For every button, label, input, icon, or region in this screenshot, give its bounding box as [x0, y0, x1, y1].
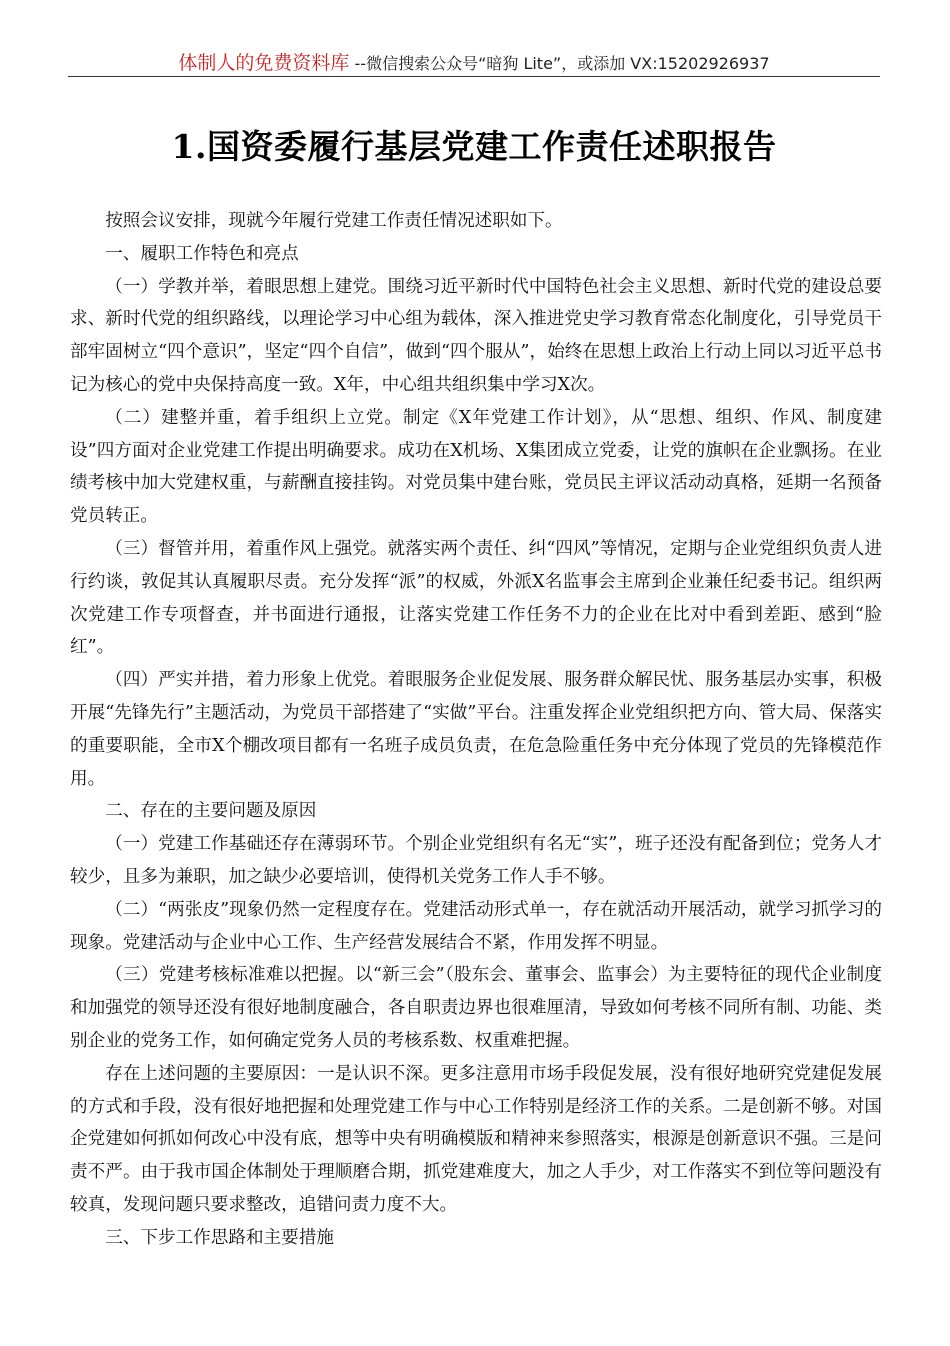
header-divider: [68, 76, 880, 77]
intro-paragraph: 按照会议安排，现就今年履行党建工作责任情况述职如下。: [105, 211, 563, 231]
watermark-header: [68, 50, 880, 76]
section-heading-2: 二、存在的主要问题及原因: [105, 801, 317, 822]
body-paragraph: 存在上述问题的主要原因：一是认识不深。更多注意用市场手段促发展，没有很好地研究党建促发展的方式和手段，没有很好地把握和处理党建工作与中心工作特别是经济工作的关系。二是创新不够。对国企党建如何抓如何改心中没有底，想等中央有明确模版和精神来参照落实，根源是创新意识不强。三是问责不严。由于我市国企体制处于理顺磨合期，抓党建难度大，加之人手少，对工作落实不到位等问题没有较真，发现问题只要求整改，追错问责力度不大。: [70, 1063, 882, 1215]
body-paragraph: （一）学教并举，着眼思想上建党。围绕习近平新时代中国特色社会主义思想、新时代党的建设总要求、新时代党的组织路线，以理论学习中心组为载体，深入推进党史学习教育常态化制度化，引导党员干部牢固树立“四个意识”，坚定“四个自信”，做到“四个服从”，始终在思想上政治上行动上同以习近平总书记为核心的党中央保持高度一致。X年，中心组共组织集中学习X次。: [70, 276, 882, 395]
section-heading-3: 三、下步工作思路和主要措施: [105, 1227, 334, 1248]
body-paragraph: （三）督管并用，着重作风上强党。就落实两个责任、纠“四风”等情况，定期与企业党组织负责人进行约谈，敦促其认真履职尽责。充分发挥“派”的权威，外派X名监事会主席到企业兼任纪委书记。组织两次党建工作专项督查，并书面进行通报，让落实党建工作任务不力的企业在比对中看到差距、感到“脸红”。: [70, 538, 882, 658]
body-paragraph: （一）党建工作基础还存在薄弱环节。个别企业党组织有名无“实”，班子还没有配备到位；党务人才较少，且多为兼职，加之缺少必要培训，使得机关党务工作人手不够。: [70, 834, 882, 887]
body-paragraph: （四）严实并措，着力形象上优党。着眼服务企业促发展、服务群众解民忧、服务基层办实事，积极开展“先锋先行”主题活动，为党员干部搭建了“实做”平台。注重发挥企业党组织把方向、管大局、保落实的重要职能，全市X个棚改项目都有一名班子成员负责，在危急险重任务中充分体现了党员的先锋模范作用。: [70, 670, 882, 789]
body-paragraph: （二）建整并重，着手组织上立党。制定《X年党建工作计划》，从“思想、组织、作风、制度建设”四方面对企业党建工作提出明确要求。成功在X机场、X集团成立党委，让党的旗帜在企业飘扬。在业绩考核中加大党建权重，与薪酬直接挂钩。对党员集中建台账，党员民主评议活动动真格，延期一名预备党员转正。: [70, 407, 882, 527]
document-body: [70, 205, 882, 1255]
header-brand: 体制人的免费资料库: [178, 52, 350, 74]
document-title: 1.国资委履行基层党建工作责任述职报告: [171, 127, 777, 166]
section-heading-1: 一、履职工作特色和亮点: [105, 243, 299, 264]
header-note: --微信搜索公众号“暗狗 Lite”，或添加 VX:15202926937: [349, 54, 770, 73]
body-paragraph: （二）“两张皮”现象仍然一定程度存在。党建活动形式单一，存在就活动开展活动，就学习抓学习的现象。党建活动与企业中心工作、生产经营发展结合不紧，作用发挥不明显。: [70, 899, 882, 953]
body-paragraph: （三）党建考核标准难以把握。以“新三会”（股东会、董事会、监事会）为主要特征的现代企业制度和加强党的领导还没有很好地制度融合，各自职责边界也很难厘清，导致如何考核不同所有制、功能、类别企业的党务工作，如何确定党务人员的考核系数、权重难把握。: [70, 965, 882, 1051]
